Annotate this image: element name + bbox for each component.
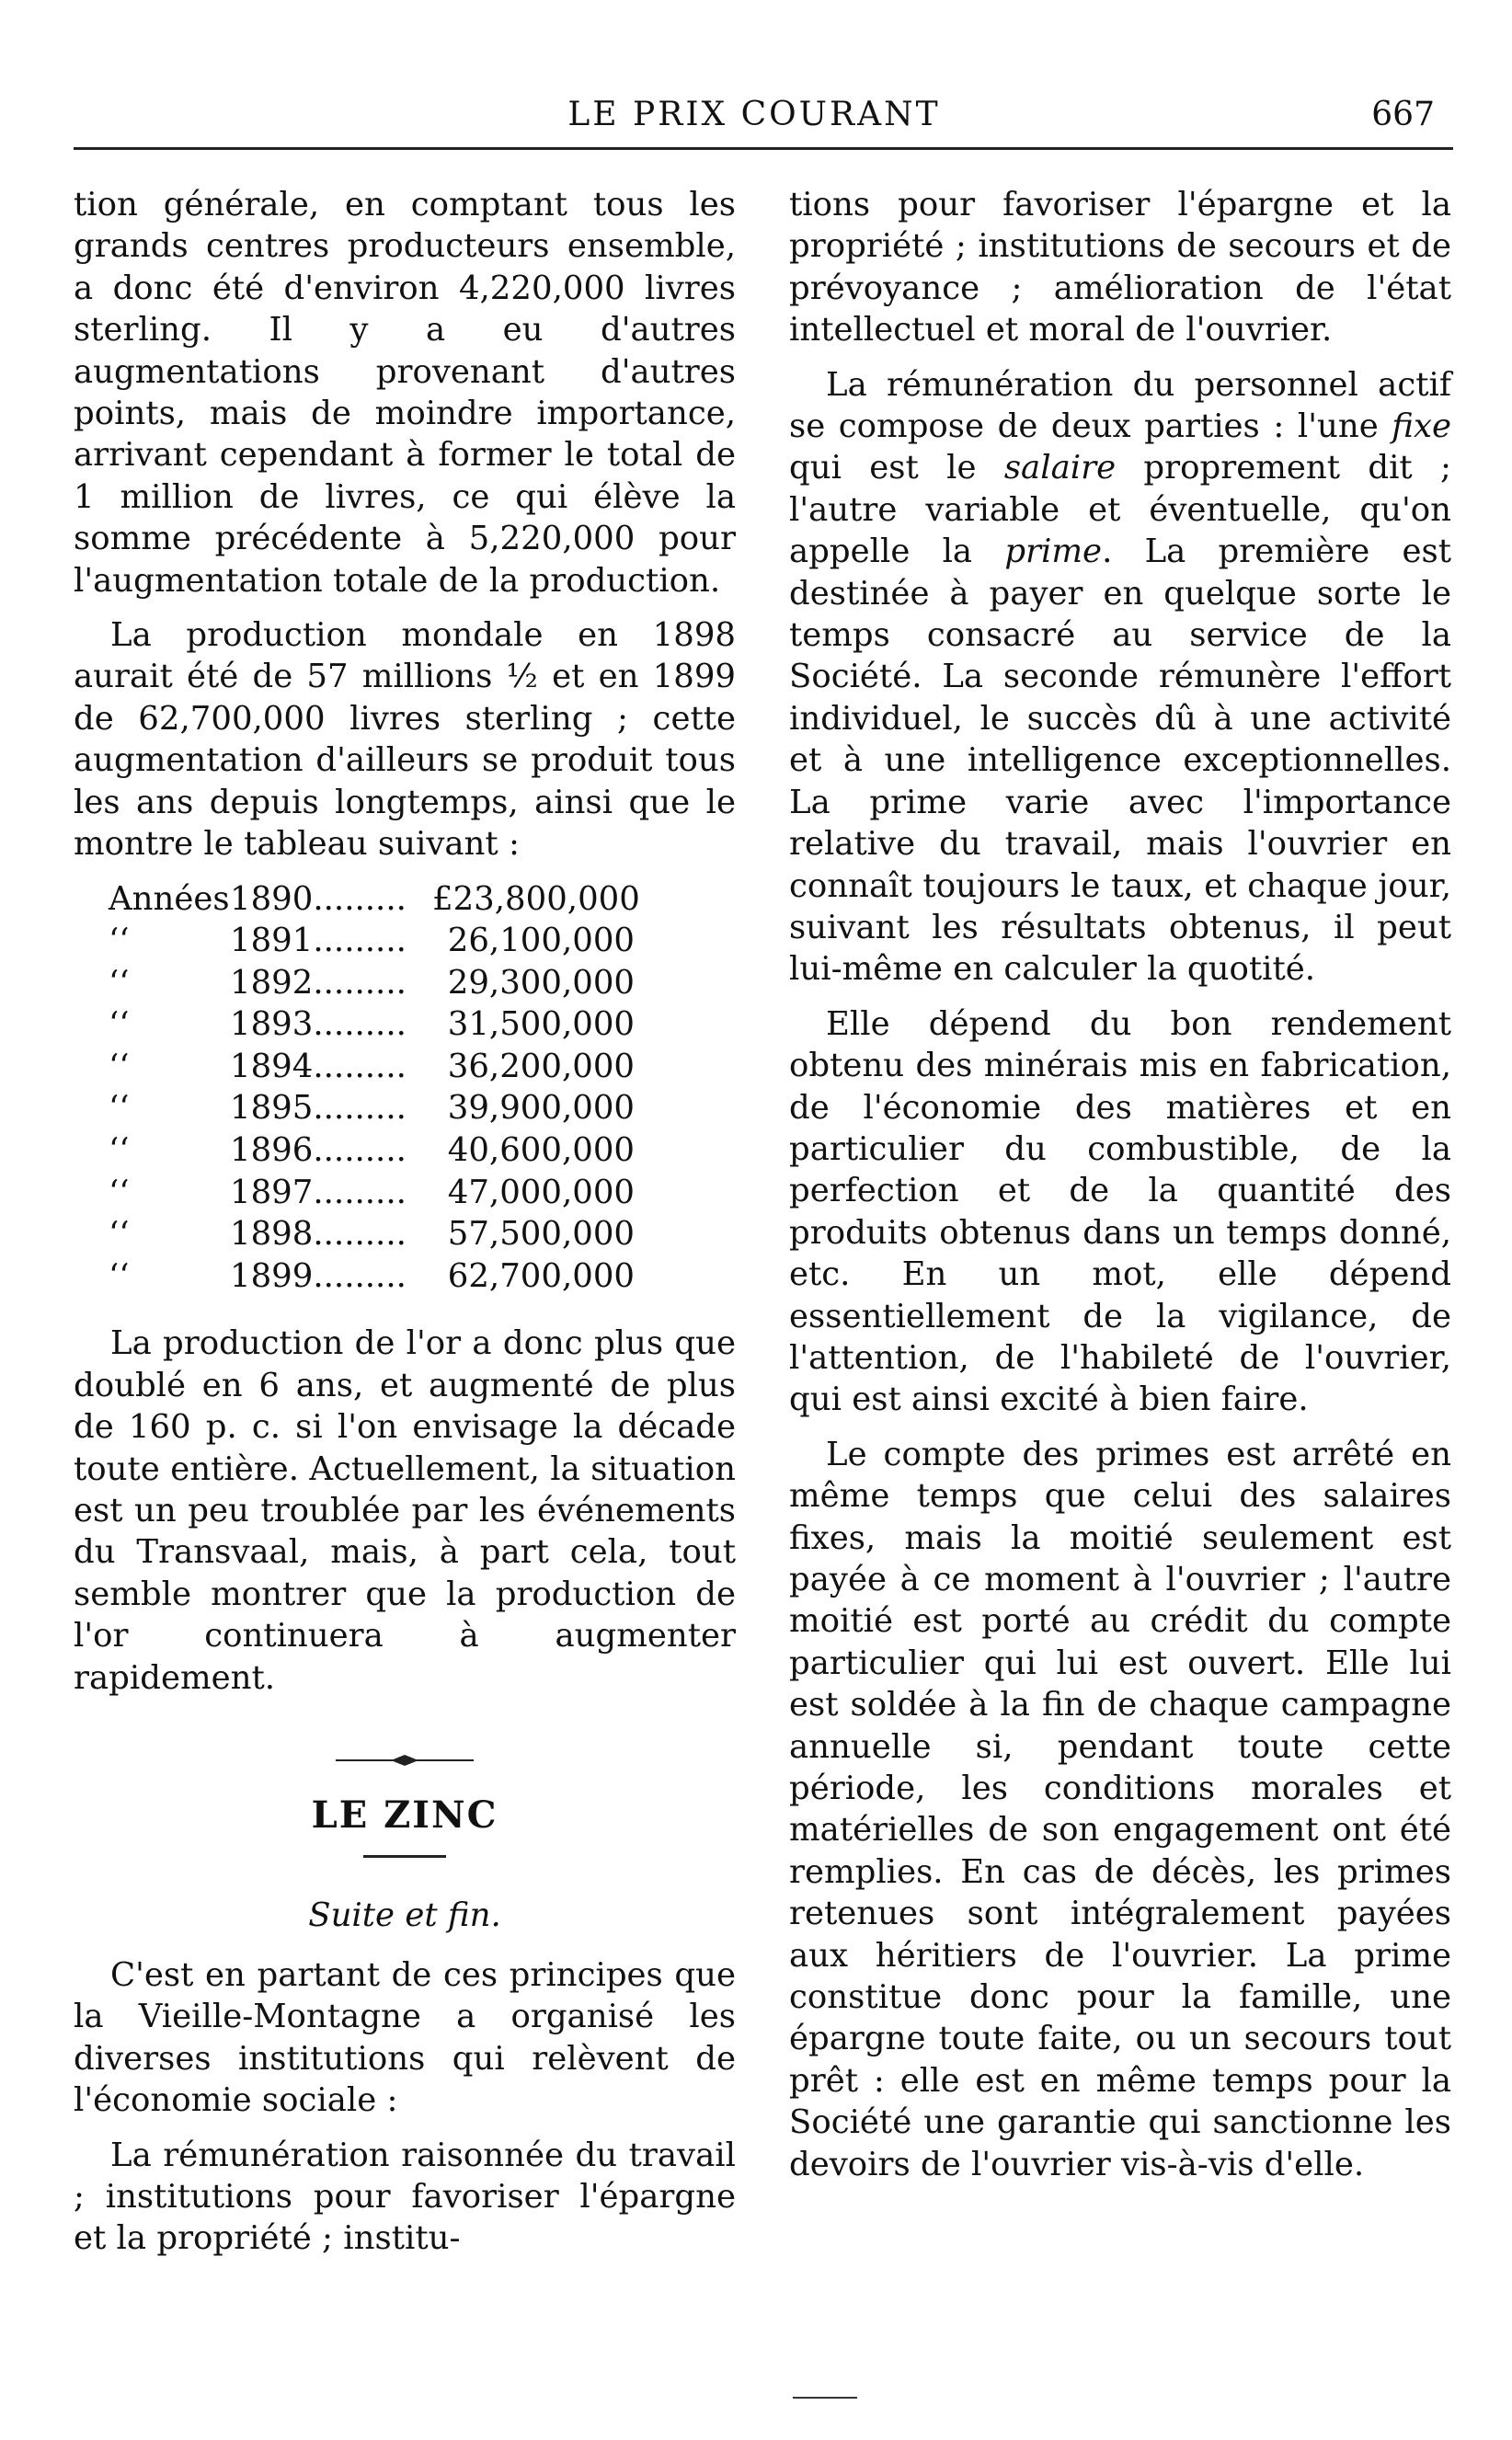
row-value: 26,100,000 — [447, 922, 635, 960]
section-subtitle: Suite et fin. — [308, 1896, 501, 1934]
right-paragraph-1: tions pour favoriser l'épargne et la propriété ; institutions de secours et de prévoyance ; amélioration de l'état intellectuel et moral de l'ouvrier. — [789, 186, 1451, 349]
row-label: ‘‘ — [109, 1215, 130, 1254]
section-title: LE ZINC — [311, 1793, 498, 1838]
row-year: 1890......... — [230, 879, 407, 918]
row-year: 1897......... — [230, 1173, 407, 1211]
row-value: 47,000,000 — [447, 1173, 635, 1211]
text-run: La rémunération du personnel actif se compose de deux parties : l'une — [789, 365, 1451, 446]
text-run: . La première est destinée à payer en quelque sorte le temps consacré au service de la Société. La seconde rémunère l'effort individuel, le succès dû à une activité et à une intelligence exceptionnelles. La prime varie avec l'importance relative du travail, mais l'ouvrier en connaît toujours le taux, et chaque jour, suivant les résultats obtenus, il peut lui-même en calculer la quotité. — [789, 533, 1451, 989]
text-run: proprement dit ; l'autre variable et éventuelle, qu'on appelle la — [789, 449, 1451, 571]
left-column — [74, 184, 736, 2273]
running-head — [74, 88, 1435, 143]
row-label: ‘‘ — [109, 963, 130, 1002]
table-row — [74, 1087, 736, 1129]
row-label: ‘‘ — [109, 1089, 130, 1128]
row-value: 39,900,000 — [447, 1089, 635, 1128]
row-label: ‘‘ — [109, 1256, 130, 1295]
row-year: 1893......... — [230, 1005, 407, 1044]
row-label: ‘‘ — [109, 1005, 130, 1044]
ornament-divider-icon — [336, 1754, 474, 1767]
row-label: Années — [109, 879, 230, 918]
emphasis-fixe: fixe — [1392, 407, 1451, 446]
row-value: 29,300,000 — [447, 963, 635, 1002]
row-label: ‘‘ — [109, 1131, 130, 1170]
page-number: 667 — [1371, 96, 1435, 133]
right-paragraph-2 — [789, 364, 1451, 991]
running-title: LE PRIX COURANT — [567, 96, 941, 133]
header-rule — [74, 147, 1453, 150]
row-year: 1898......... — [230, 1215, 407, 1254]
row-year: 1891......... — [230, 922, 407, 960]
table-row — [74, 1255, 736, 1298]
table-row — [74, 1172, 736, 1214]
table-row — [74, 1213, 736, 1255]
bottom-dash — [793, 2397, 857, 2399]
section-ornament — [74, 1754, 736, 1767]
left-paragraph-2: La production mondale en 1898 aurait été de 57 millions ½ et en 1899 de 62,700,000 livres sterling ; cette augmentation d'ailleurs se produit tous les ans depuis longtemps, ainsi que le montre le tableau suivant : — [74, 616, 736, 864]
row-label: ‘‘ — [109, 1047, 130, 1085]
row-label: ‘‘ — [109, 1173, 130, 1211]
row-label: ‘‘ — [109, 922, 130, 960]
text-run: qui est le — [789, 449, 1004, 487]
row-value: 40,600,000 — [447, 1131, 635, 1170]
emphasis-salaire: salaire — [1003, 449, 1117, 487]
left-paragraph-5: La rémunération raisonnée du travail ; institutions pour favoriser l'épargne et la propriété ; institu- — [74, 2136, 736, 2258]
row-value: £23,800,000 — [432, 879, 640, 918]
row-value: 36,200,000 — [447, 1047, 635, 1085]
right-column — [789, 184, 1451, 2198]
gold-production-table — [74, 878, 736, 1298]
row-value: 57,500,000 — [447, 1215, 635, 1254]
table-row — [74, 1046, 736, 1088]
right-paragraph-4: Le compte des primes est arrêté en même temps que celui des salaires fixes, mais la moitié seulement est payée à ce moment à l'ouvrier ; l'autre moitié est porté au crédit du compte particulier qui lui est ouvert. Elle lui est soldée à la fin de chaque campagne annuelle si, pendant toute cette période, les conditions morales et matérielles de son engagement ont été remplies. En cas de décès, les primes retenues sont intégralement payées aux héritiers de l'ouvrier. La prime constitue donc pour la famille, une épargne toute faite, ou un secours tout prêt : elle est en même temps pour la Société une garantie qui sanctionne les devoirs de l'ouvrier vis-à-vis d'elle. — [789, 1435, 1451, 2183]
row-year: 1894......... — [230, 1047, 407, 1085]
row-value: 62,700,000 — [447, 1256, 635, 1295]
table-row — [74, 1129, 736, 1172]
row-year: 1892......... — [230, 963, 407, 1002]
emphasis-prime: prime — [1004, 533, 1103, 571]
left-paragraph-3: La production de l'or a donc plus que doublé en 6 ans, et augmenté de plus de 160 p. c. si l'on envisage la décade toute entière. Actuellement, la situation est un peu troublée par les événements du Transvaal, mais, à part cela, tout semble montrer que la production de l'or continuera à augmenter rapidement. — [74, 1324, 736, 1697]
table-row — [74, 1003, 736, 1046]
table-row — [74, 878, 736, 921]
left-paragraph-1: tion générale, en comptant tous les grands centres producteurs ensemble, a donc été d'environ 4,220,000 livres sterling. Il y a eu d'autres augmentations provenant d'autres points, mais de moindre importance, arrivant cependant à former le total de 1 million de livres, ce qui élève la somme précédente à 5,220,000 pour l'augmentation totale de la production. — [74, 186, 736, 600]
row-year: 1895......... — [230, 1089, 407, 1128]
row-year: 1896......... — [230, 1131, 407, 1170]
row-value: 31,500,000 — [447, 1005, 635, 1044]
left-paragraph-4: C'est en partant de ces principes que la Vieille-Montagne a organisé les diverses institutions qui relèvent de l'économie sociale : — [74, 1955, 736, 2120]
table-row — [74, 920, 736, 962]
title-rule — [363, 1855, 446, 1858]
right-paragraph-3: Elle dépend du bon rendement obtenu des minérais mis en fabrication, de l'économie des matières et en particulier du combustible, de la perfection et de la quantité des produits obtenus dans un temps donné, etc. En un mot, elle dépend essentiellement de la vigilance, de l'attention, de l'habileté de l'ouvrier, qui est ainsi excité à bien faire. — [789, 1004, 1451, 1419]
row-year: 1899......... — [230, 1256, 407, 1295]
table-row — [74, 962, 736, 1004]
